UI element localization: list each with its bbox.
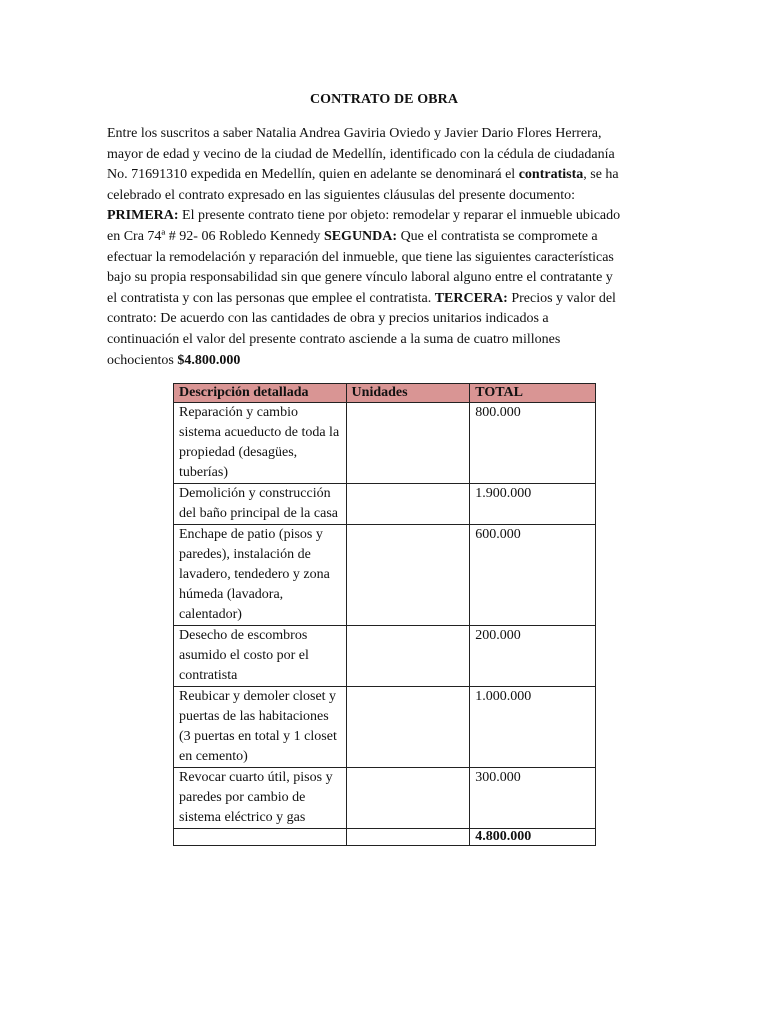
text-run: bajo su propia responsabilidad sin que genere vínculo laboral alguno entre el contratante y [107,270,613,286]
grand-total-units [346,829,470,846]
clause-segunda-label: SEGUNDA: [323,228,398,244]
paragraph-line [107,309,667,330]
row-description: Revocar cuarto útil, pisos y paredes por cambio de sistema eléctrico y gas [174,768,347,829]
row-description: Enchape de patio (pisos y paredes), instalación de lavadero, tendedero y zona húmeda (lavadora, calentador) [174,525,347,626]
header-units: Unidades [346,384,470,403]
row-units [346,626,470,687]
row-total: 1.000.000 [470,687,596,768]
row-description: Reparación y cambio sistema acueducto de toda la propiedad (desagües, tuberías) [174,403,347,484]
grand-total-description [174,829,347,846]
header-description: Descripción detallada [174,384,347,403]
clause-primera-label: PRIMERA: [107,208,179,224]
paragraph-line [107,248,667,269]
row-total: 300.000 [470,768,596,829]
row-units [346,484,470,525]
paragraph-line [107,186,667,207]
text-run: mayor de edad y vecino de la ciudad de Medellín, identificado con la cédula de ciudadanía [107,146,615,162]
contract-amount: $4.800.000 [177,352,241,368]
paragraph-line [107,351,667,372]
row-total: 800.000 [470,403,596,484]
text-run: en Cra 74ª # 92- 06 Robledo Kennedy [107,228,324,244]
text-run: celebrado el contrato expresado en las siguientes cláusulas del presente documento: [107,187,576,203]
row-total: 1.900.000 [470,484,596,525]
row-units [346,768,470,829]
text-run: , se ha [583,167,619,183]
table-header-row [174,384,596,403]
header-total: TOTAL [470,384,596,403]
row-units [346,687,470,768]
grand-total-value: 4.800.000 [470,829,596,846]
row-units [346,525,470,626]
table-row [174,768,596,829]
paragraph-line [107,145,667,166]
text-run: ochocientos [107,352,178,368]
paragraph-line [107,330,667,351]
table-row [174,403,596,484]
row-description: Desecho de escombros asumido el costo por el contratista [174,626,347,687]
cost-table [173,383,596,846]
contract-paragraph [107,124,667,371]
paragraph-line [107,289,667,310]
text-run: Que el contratista se compromete a [397,228,598,244]
paragraph-line [107,124,667,145]
text-run: Entre los suscritos a saber Natalia Andrea Gaviria Oviedo y Javier Dario Flores Herrera, [107,126,602,141]
table-row [174,525,596,626]
clause-tercera-label: TERCERA: [434,290,508,306]
table-row [174,484,596,525]
row-units [346,403,470,484]
row-description: Reubicar y demoler closet y puertas de las habitaciones (3 puertas en total y 1 closet en cemento) [174,687,347,768]
table-row [174,687,596,768]
row-total: 200.000 [470,626,596,687]
paragraph-line [107,165,667,186]
text-run: contrato: De acuerdo con las cantidades de obra y precios unitarios indicados a [107,311,549,327]
paragraph-line [107,206,667,227]
table-row [174,626,596,687]
text-run: El presente contrato tiene por objeto: remodelar y reparar el inmueble ubicado [178,208,621,224]
paragraph-line [107,227,667,248]
row-total: 600.000 [470,525,596,626]
text-run: el contratista y con las personas que emplee el contratista. [107,290,435,306]
row-description: Demolición y construcción del baño principal de la casa [174,484,347,525]
paragraph-line [107,268,667,289]
text-run: continuación el valor del presente contrato asciende a la suma de cuatro millones [107,331,561,347]
text-run: efectuar la remodelación y reparación del inmueble, que tiene las siguientes características [107,249,614,265]
grand-total-row [174,829,596,846]
text-run: Precios y valor del [507,290,616,306]
bold-term-contratista: contratista [518,167,584,183]
document-title: CONTRATO DE OBRA [309,92,459,107]
text-run: No. 71691310 expedida en Medellín, quien en adelante se denominará el [107,167,519,183]
